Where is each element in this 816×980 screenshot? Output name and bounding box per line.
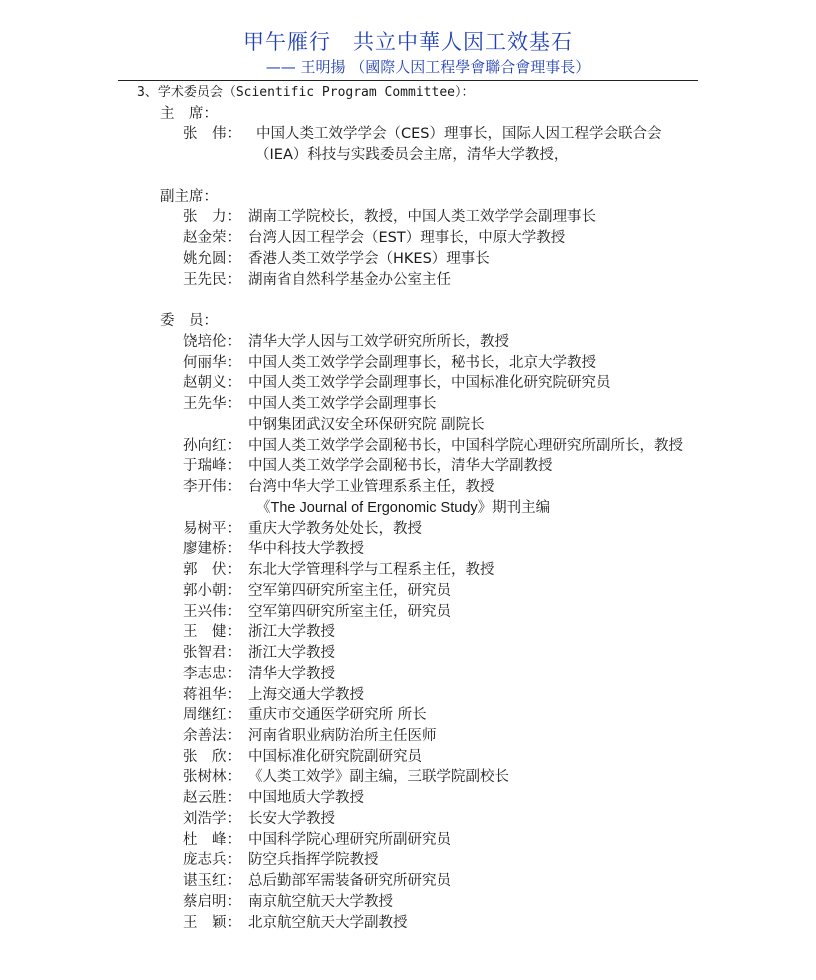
vice-chair-desc: 湖南省自然科学基金办公室主任 <box>248 272 451 288</box>
member-desc: 东北大学管理科学与工程系主任，教授 <box>248 562 495 578</box>
vice-chair-name: 王先民： <box>183 272 241 288</box>
member-desc: 中国人类工效学学会副理事长 <box>248 396 437 412</box>
member-desc: 中国人类工效学学会副秘书长，中国科学院心理研究所副所长，教授 <box>248 438 683 454</box>
member-name: 蒋祖华： <box>183 687 241 703</box>
vice-chair-desc: 台湾人因工程学会（EST）理事长，中原大学教授 <box>248 230 566 246</box>
member-name: 何丽华： <box>183 355 241 371</box>
member-desc: 中国科学院心理研究所副研究员 <box>248 832 451 848</box>
member-name: 李志忠： <box>183 666 241 682</box>
member-label: 委 员： <box>160 313 218 329</box>
member-name: 王 颖： <box>183 915 241 931</box>
member-desc: 浙江大学教授 <box>248 645 335 661</box>
section-heading: 3、学术委员会（Scientific Program Committee）： <box>137 85 475 100</box>
page-header <box>0 28 816 78</box>
chair-desc-cont: （IEA）科技与实践委员会主席，清华大学教授， <box>255 147 569 163</box>
member-name: 张 欣： <box>183 749 241 765</box>
member-desc: 长安大学教授 <box>248 811 335 827</box>
member-name: 张智君： <box>183 645 241 661</box>
vice-chair-desc: 香港人类工效学学会（HKES）理事长 <box>248 251 490 267</box>
member-desc: 重庆市交通医学研究所 所长 <box>248 707 427 723</box>
member-desc: 空军第四研究所室主任，研究员 <box>248 583 451 599</box>
member-desc: 《人类工效学》副主编，三联学院副校长 <box>248 769 509 785</box>
chair-label: 主 席： <box>160 106 218 122</box>
member-name: 周继红： <box>183 707 241 723</box>
member-desc: 中国人类工效学学会副秘书长，清华大学副教授 <box>248 458 553 474</box>
member-name: 饶培伦： <box>183 334 241 350</box>
member-name: 于瑞峰： <box>183 458 241 474</box>
chair-name: 张 伟： <box>183 126 241 142</box>
member-desc: 清华大学教授 <box>248 666 335 682</box>
member-desc: 防空兵指挥学院教授 <box>248 852 379 868</box>
member-name: 庞志兵： <box>183 852 241 868</box>
member-name: 李开伟： <box>183 479 241 495</box>
member-name: 张树林： <box>183 769 241 785</box>
member-desc: 浙江大学教授 <box>248 624 335 640</box>
member-desc: 重庆大学教务处处长，教授 <box>248 521 422 537</box>
member-name: 王先华： <box>183 396 241 412</box>
member-desc: 空军第四研究所室主任，研究员 <box>248 604 451 620</box>
page-title: 甲午雁行 共立中華人因工效基石 <box>243 30 573 54</box>
member-name: 王 健： <box>183 624 241 640</box>
member-desc: 华中科技大学教授 <box>248 541 364 557</box>
member-name: 赵云胜： <box>183 790 241 806</box>
member-desc: 中国地质大学教授 <box>248 790 364 806</box>
member-name: 余善法： <box>183 728 241 744</box>
member-name: 王兴伟： <box>183 604 241 620</box>
member-desc: 《The Journal of Ergonomic Study》期刊主编 <box>256 500 551 516</box>
member-desc: 中国人类工效学学会副理事长，中国标准化研究院研究员 <box>248 375 611 391</box>
member-name: 郭小朝： <box>183 583 241 599</box>
member-name: 赵朝义： <box>183 375 241 391</box>
member-desc: 中钢集团武汉安全环保研究院 副院长 <box>248 417 485 433</box>
page-subtitle: —— 王明揚 （國際人因工程學會聯合會理事長） <box>265 58 591 76</box>
chair-desc: 中国人类工效学学会（CES）理事长，国际人因工程学会联合会 <box>256 126 662 142</box>
member-desc: 台湾中华大学工业管理系系主任，教授 <box>248 479 495 495</box>
member-name: 杜 峰： <box>183 832 241 848</box>
member-desc: 北京航空航天大学副教授 <box>248 915 408 931</box>
member-name: 蔡启明： <box>183 894 241 910</box>
member-desc: 总后勤部军需装备研究所研究员 <box>248 873 451 889</box>
member-name: 郭 伏： <box>183 562 241 578</box>
member-desc: 清华大学人因与工效学研究所所长，教授 <box>248 334 509 350</box>
vice-chair-name: 姚允圆： <box>183 251 241 267</box>
member-name: 刘浩学： <box>183 811 241 827</box>
member-desc: 上海交通大学教授 <box>248 687 364 703</box>
vice-chair-desc: 湖南工学院校长，教授，中国人类工效学学会副理事长 <box>248 209 596 225</box>
vice-chair-label: 副主席： <box>160 189 218 205</box>
member-desc: 河南省职业病防治所主任医师 <box>248 728 437 744</box>
member-name: 易树平： <box>183 521 241 537</box>
member-name: 谌玉红： <box>183 873 241 889</box>
member-desc: 南京航空航天大学教授 <box>248 894 393 910</box>
member-name: 廖建桥： <box>183 541 241 557</box>
header-divider <box>118 80 698 81</box>
member-desc: 中国标准化研究院副研究员 <box>248 749 422 765</box>
vice-chair-name: 赵金荣： <box>183 230 241 246</box>
member-name: 孙向红： <box>183 438 241 454</box>
vice-chair-name: 张 力： <box>183 209 241 225</box>
member-desc: 中国人类工效学学会副理事长，秘书长，北京大学教授 <box>248 355 596 371</box>
